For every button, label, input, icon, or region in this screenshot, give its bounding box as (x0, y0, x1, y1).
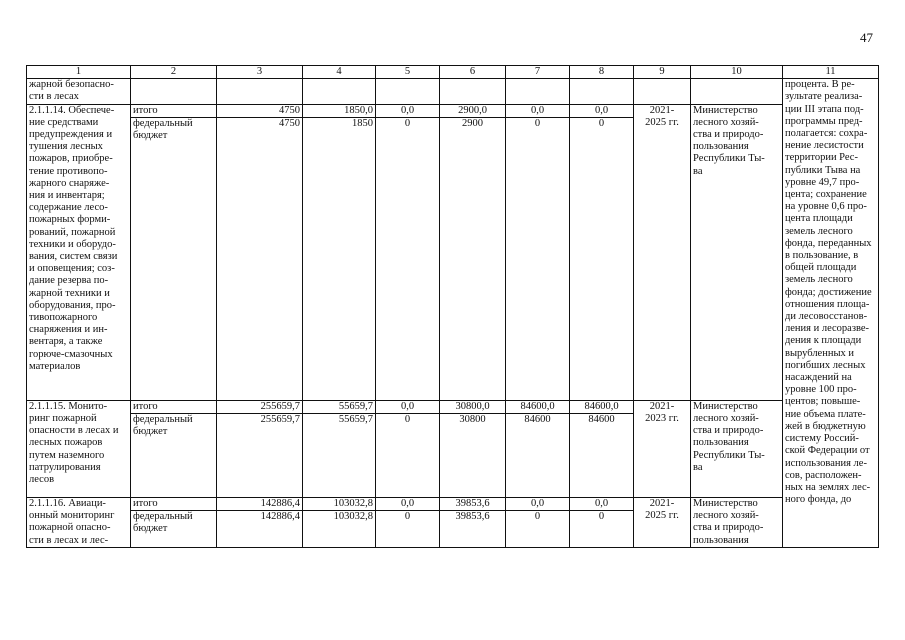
value-total: 255659,7 (217, 414, 303, 498)
value-2021: 103032,8 (303, 498, 376, 511)
col-header: 3 (217, 66, 303, 79)
period: 2021- 2023 гг. (634, 400, 691, 497)
program-activities-table (26, 65, 879, 548)
value-2023: 2900 (440, 117, 506, 400)
value-2022: 0,0 (376, 400, 440, 413)
value-2024: 0 (506, 511, 570, 548)
col-header: 1 (27, 66, 131, 79)
value-2022: 0 (376, 414, 440, 498)
funding-source: федеральный бюджет (131, 117, 217, 400)
value-2022: 0,0 (376, 498, 440, 511)
value-2021: 55659,7 (303, 400, 376, 413)
period: 2021- 2025 гг. (634, 104, 691, 400)
value-2022: 0,0 (376, 104, 440, 117)
value-2024: 84600,0 (506, 400, 570, 413)
value-2023: 39853,6 (440, 498, 506, 511)
value-2025: 0 (570, 117, 634, 400)
value-2025: 84600 (570, 414, 634, 498)
goal-text: процента. В ре- зультате реализа- ции III этапа под- программы пред- полагается: сохра- нение лесистости территории Рес- публики Тыва на уровне 49,7 про- цента; сохранение на уровне 0,6 про- цента площади земель лесного фонда, переданных в пользование, в общей площади земель лесного фонда; достижение отношения площа- ди лесовосстанов- ления и лесоразве- дения к площади вырубленных и погибших лесных насаждений на уровне 100 про- центов; повыше- ние объема плате- жей в бюджетную систему Россий- ской Федерации от использования ле- сов, расположен- ных на землях лес- ного фонда, до (785, 79, 872, 506)
funding-source: федеральный бюджет (131, 511, 217, 548)
col-header: 10 (691, 66, 783, 79)
page-number: 47 (860, 30, 873, 45)
value-2025: 0,0 (570, 498, 634, 511)
col-header: 11 (783, 66, 879, 79)
col-header: 4 (303, 66, 376, 79)
value-total: 142886,4 (217, 511, 303, 548)
value-2021: 1850,0 (303, 104, 376, 117)
executor: Министерство лесного хозяй- ства и природо- пользования (691, 498, 783, 548)
value-2022: 0 (376, 117, 440, 400)
value-total: 142886,4 (217, 498, 303, 511)
continuation-cell (27, 79, 131, 104)
activity-name: 2.1.1.15. Монито- ринг пожарной опасности в лесах и лесных пожаров путем наземного патрулирования лесов (27, 400, 131, 497)
value-2024: 0 (506, 117, 570, 400)
value-2021: 103032,8 (303, 511, 376, 548)
funding-source: итого (131, 400, 217, 413)
funding-source: итого (131, 498, 217, 511)
value-2022: 0 (376, 511, 440, 548)
value-2023: 30800 (440, 414, 506, 498)
value-2021: 1850 (303, 117, 376, 400)
col-header: 5 (376, 66, 440, 79)
funding-source: итого (131, 104, 217, 117)
table-row (27, 400, 879, 413)
value-2021: 55659,7 (303, 414, 376, 498)
col-header: 7 (506, 66, 570, 79)
value-2025: 0,0 (570, 104, 634, 117)
executor: Министерство лесного хозяй- ства и природо- пользования Республики Ты- ва (691, 104, 783, 400)
value-2023: 39853,6 (440, 511, 506, 548)
value-2024: 0,0 (506, 104, 570, 117)
activity-name: 2.1.1.14. Обеспече- ние средствами предупреждения и тушения лесных пожаров, приобре- тение противопо- жарного снаряже- ния и инвентаря; содержание лесо- пожарных форми- рований, пожарной техники и оборудо- вания, систем связи и оповещения; соз- дание резерва по- жарной техники и оборудования, про- тивопожарного снаряжения и ин- вентаря, а также горюче-смазочных материалов (27, 104, 131, 400)
table-row (27, 104, 879, 117)
funding-source: федеральный бюджет (131, 414, 217, 498)
column-header-row (27, 66, 879, 79)
value-2024: 0,0 (506, 498, 570, 511)
col-header: 2 (131, 66, 217, 79)
continuation-row (27, 79, 879, 104)
col-header: 6 (440, 66, 506, 79)
col-header: 8 (570, 66, 634, 79)
value-2023: 2900,0 (440, 104, 506, 117)
value-total: 4750 (217, 117, 303, 400)
value-total: 255659,7 (217, 400, 303, 413)
value-2023: 30800,0 (440, 400, 506, 413)
activity-name: 2.1.1.16. Авиаци- онный мониторинг пожарной опасно- сти в лесах и лес- (27, 498, 131, 548)
goal-cell (783, 79, 879, 548)
period: 2021- 2025 гг. (634, 498, 691, 548)
continuation-text: жарной безопасно- сти в лесах (29, 79, 114, 103)
value-2024: 84600 (506, 414, 570, 498)
col-header: 9 (634, 66, 691, 79)
table-row (27, 498, 879, 511)
value-total: 4750 (217, 104, 303, 117)
value-2025: 84600,0 (570, 400, 634, 413)
executor: Министерство лесного хозяй- ства и природо- пользования Республики Ты- ва (691, 400, 783, 497)
value-2025: 0 (570, 511, 634, 548)
